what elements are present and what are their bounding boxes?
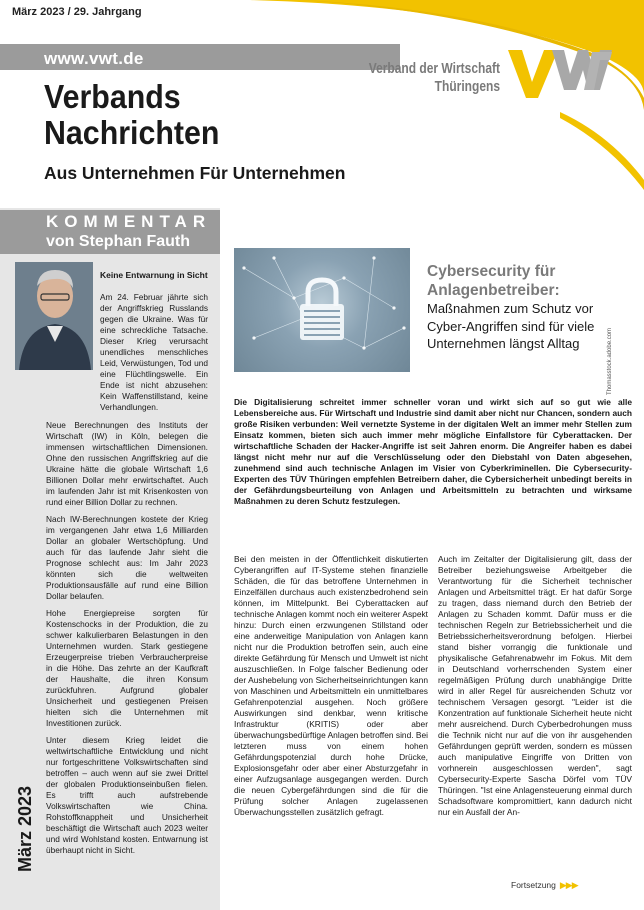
kommentar-label: KOMMENTAR: [46, 212, 212, 231]
org-name-line1: Verband der Wirtschaft: [368, 60, 500, 77]
kommentar-para-1-wrap: [100, 292, 208, 419]
article-subtitle: Maßnahmen zum Schutz vor Cyber-Angriffen sind für viele Unternehmen längst Alltag: [427, 301, 595, 351]
photo-credit: Thomasstock.adobe.com: [607, 327, 613, 395]
article-column-1: Bei den meisten in der Öffentlichkeit diskutierten Cyberangriffen auf IT-Systeme stehen finanzielle Schäden, die für das betroffene Unternehmen in Einzelfällen durchaus auch existenzbedrohend sein können, im Mittelpunkt. Bei Cyberattacken auf technische Anlagen kommt noch ein weiterer Aspekt hinzu: Durch einen erzwungenen Stillstand oder eine anderweitige Manipulation von Anlagen kann nicht nur die Produktion betroffen sein, auch eine direkte Gefährdung für Mensch und Umwelt ist nicht auszuschließen. In Folge falscher Bedienung oder der Aushebelung von Sicherheitseinrichtungen kann von Maschinen und Arbeitsmitteln ein unmittelbares Gefahrenpotenzial ausgehen. Noch größere Auswirkungen sind denkbar, wenn kritische Infrastruktur (KRITIS) oder aber überwachungsbedürftige Anlagen betroffen sind. Bei letzteren muss von einem hohen Gefährdungspotenzial durch hohe Drücke, Explosionsgefahr oder aber einer Absturzgefahr in einer Aufzugsanlage ausgegangen werden. Durch die neuen Cybergefährdungen sind die für die Prüfung solcher Anlagen zugelassenen Überwachungsstellen zusätzlich gefragt.: [234, 554, 429, 817]
continuation-arrows-icon: ▶▶▶: [559, 880, 578, 890]
continuation-label: Fortsetzung: [511, 880, 556, 890]
kommentar-para-4: Hohe Energiepreise sorgten für Kostenschocks in der Produktion, die zu schwer kalkulierbaren Belastungen in den Unternehmen wurden. Stark gestiegene Erzeugerpreise trieben Verbraucherpreise in die Höhe. Das zehrte an der Kaufkraft der Haushalte, die ihren Konsum zurückfuhren. Aufgrund globaler Unsicherheit und gestiegenen Preisen hielten sich die Unternehmen mit Investitionen zurück.: [46, 608, 208, 728]
title-line2: Nachrichten: [44, 114, 220, 151]
kommentar-para-3: Nach IW-Berechnungen kostete der Krieg im vergangenen Jahr etwa 1,6 Milliarden Dollar an globaler Wertschöpfung. Und auch für das laufende Jahr sieht die Prognose schlecht aus: Im Jahr 2023 könnten sich die weltweiten Produktionsausfälle auf rund eine Billion Dollar belaufen.: [46, 514, 208, 601]
kommentar-body: [46, 420, 208, 862]
vwt-logo: [508, 50, 613, 98]
author-photo: [15, 262, 93, 370]
org-name-line2: Thüringens: [434, 78, 500, 95]
website-url[interactable]: www.vwt.de: [44, 49, 144, 68]
kommentar-para-5: Unter diesem Krieg leidet die weltwirtschaftliche Entwicklung und nicht nur fortgeschrittene Volkswirtschaften sind betroffen – auch wenn auf sie zwei Drittel der globalen Produktionseinbußen fielen. Es trifft auch aufstrebende Volkswirtschaften wie China. Rohstoffknappheit und Unsicherheit beschäftigt die Wirtschaft auch 2023 weiter und wird Wohlstand kosten. Entwarnung ist überhaupt nicht in Sicht.: [46, 735, 208, 855]
article-title: Cybersecurity für Anlagenbetreiber:: [427, 263, 560, 299]
month-vertical-label: März 2023: [15, 785, 35, 872]
cyber-lock-image: [234, 248, 410, 372]
kommentar-title: Keine Entwarnung in Sicht: [100, 270, 208, 280]
continuation-link[interactable]: [511, 880, 578, 891]
page-subtitle: Aus Unternehmen Für Unternehmen: [44, 163, 346, 183]
kommentar-para-2: Neue Berechnungen des Instituts der Wirtschaft (IW) in Köln, belegen die immensen wirtschaftlichen Dimensionen. Ohne den russischen Angriffskrieg auf die Ukraine hätte die globale Wirtschaft 1,6 Billionen Dollar mehr erwirtschaftet. Auch im laufenden Jahr ist mit Krisenkosten von rund einer Billion Dollar zu rechnen.: [46, 420, 208, 507]
kommentar-para-1: Am 24. Februar jährte sich der Angriffskrieg Russlands gegen die Ukraine. Was für eine schreckliche Tatsache. Dieser Krieg verursacht unendliches menschliches Leid, Verwüstungen, Tod und eine Flüchtlingswelle. Ein Ende ist nicht abzusehen: Kein Waffenstillstand, keine Verhandlungen.: [100, 292, 208, 412]
article-column-2: Auch im Zeitalter der Digitalisierung gilt, dass der Betreiber beziehungsweise Arbeitgeber die Verantwortung für die Sicherheit technischer Anlagen und Arbeitsmittel trägt. Er hat dafür Sorge zu tragen, dass niemand durch den Betrieb der Anlagen zu Schaden kommt. Dafür muss er die technischen Regeln zur Betriebssicherheit und die Betriebssicherheitsverordnung befolgen. Hierbei stand bisher vorrangig die funktionale und physikalische Gefahrenabwehr im Fokus. Mit dem in Deutschland vorherrschenden System einer regelmäßigen Prüfung durch unabhängige Dritte wird in aller Regel für ausreichenden Schutz vor technischem Versagen gesorgt. "Leider ist die Konzentration auf funktionale Sicherheit heute nicht mehr ausreichend. Durch Cyberbedrohungen muss die Technik nicht nur auf die von ihr ausgehenden Gefährdungen geprüft werden, sondern es müssen auch manipulative Eingriffe von Dritten von vorhnerein ausgeschlossen werden", sagt Cybersecurity-Experte Sascha Dörfel vom TÜV Thüringen. "Ist eine Anlagensteuerung einmal durch Schadsoftware kompromittiert, kann dadurch nicht nur ein Ausfall der An-: [438, 554, 632, 817]
article-lead: Die Digitalisierung schreitet immer schneller voran und wirkt sich auf so gut wie alle Lebensbereiche aus. Für Wirtschaft und Industrie sind damit aber nicht nur Chancen, sondern auch große Risiken verbunden: Weil vernetzte Systeme in der digitalen Welt an immer mehr Stellen zum Einsatz kommen, bieten sich auch immer mehr mögliche Einfallstore für Cyberattacken. Der wirtschaftliche Schaden der Hacker-Angriffe ist seit Jahren enorm. Die Angreifer haben es dabei längst nicht mehr nur auf die Verschlüsselung oder den Diebstahl von Daten abgesehen, zunehmend sind auch technische Anlagen im Visier von Cyberkriminellen. Die Cybersecurity-Experten des TÜV Thüringen empfehlen Betreibern daher, die Cybersicherheit unbedingt bereits in der Gefährdungsbeurteilung von Anlagen und Arbeitsmitteln zu betrachten und wirksame Maßnahmen zu deren Schutz festzulegen.: [234, 397, 632, 506]
org-name: [340, 60, 500, 96]
issue-date: März 2023 / 29. Jahrgang: [12, 6, 142, 18]
title-line1: Verbands: [44, 78, 181, 115]
kommentar-author: von Stephan Fauth: [46, 233, 190, 250]
